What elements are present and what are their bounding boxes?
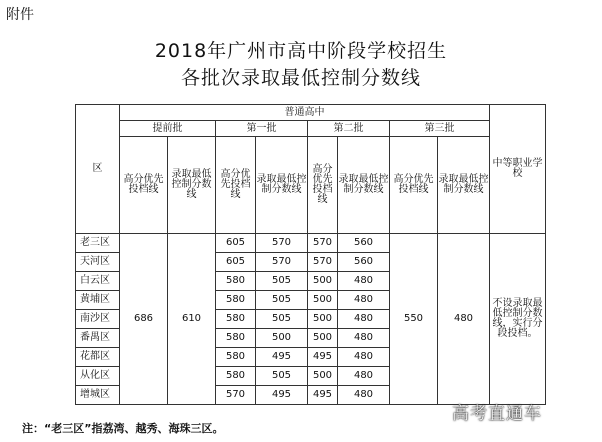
third-batch-min: 480 bbox=[438, 234, 490, 405]
district-cell: 白云区 bbox=[76, 272, 120, 291]
sub-header-min: 录取最低控制分数线 bbox=[168, 137, 216, 234]
first-batch-min: 500 bbox=[256, 329, 308, 348]
first-batch-high: 580 bbox=[216, 272, 256, 291]
general-high-header: 普通高中 bbox=[120, 105, 490, 121]
second-batch-min: 480 bbox=[338, 329, 390, 348]
second-batch-high: 495 bbox=[308, 348, 338, 367]
first-batch-high: 580 bbox=[216, 291, 256, 310]
second-batch-min: 560 bbox=[338, 253, 390, 272]
district-cell: 天河区 bbox=[76, 253, 120, 272]
district-cell: 老三区 bbox=[76, 234, 120, 253]
second-batch-min: 480 bbox=[338, 272, 390, 291]
batch-header-first: 第一批 bbox=[216, 121, 308, 137]
early-batch-high: 686 bbox=[120, 234, 168, 405]
district-header: 区 bbox=[76, 105, 120, 234]
early-batch-min: 610 bbox=[168, 234, 216, 405]
second-batch-min: 480 bbox=[338, 310, 390, 329]
batch-header-second: 第二批 bbox=[308, 121, 390, 137]
first-batch-high: 580 bbox=[216, 348, 256, 367]
first-batch-high: 605 bbox=[216, 234, 256, 253]
third-batch-high: 550 bbox=[390, 234, 438, 405]
first-batch-min: 495 bbox=[256, 386, 308, 405]
sub-header-high: 高分优先投档线 bbox=[216, 137, 256, 234]
title-line-2: 各批次录取最低控制分数线 bbox=[180, 67, 421, 89]
second-batch-high: 500 bbox=[308, 291, 338, 310]
vocational-note: 不设录取最低控制分数线，实行分段投档。 bbox=[490, 234, 546, 405]
attachment-label: 附件 bbox=[6, 7, 34, 23]
title-line-1: 2018年广州市高中阶段学校招生 bbox=[154, 40, 448, 62]
district-cell: 黄埔区 bbox=[76, 291, 120, 310]
vocational-header: 中等职业学校 bbox=[490, 105, 546, 234]
first-batch-min: 570 bbox=[256, 234, 308, 253]
second-batch-min: 480 bbox=[338, 348, 390, 367]
first-batch-high: 605 bbox=[216, 253, 256, 272]
district-cell: 番禺区 bbox=[76, 329, 120, 348]
second-batch-high: 500 bbox=[308, 367, 338, 386]
batch-header-third: 第三批 bbox=[390, 121, 490, 137]
sub-header-high: 高分优先投档线 bbox=[120, 137, 168, 234]
first-batch-min: 570 bbox=[256, 253, 308, 272]
first-batch-high: 580 bbox=[216, 329, 256, 348]
batch-header-early: 提前批 bbox=[120, 121, 216, 137]
district-cell: 花都区 bbox=[76, 348, 120, 367]
first-batch-min: 505 bbox=[256, 367, 308, 386]
first-batch-min: 495 bbox=[256, 348, 308, 367]
second-batch-min: 480 bbox=[338, 367, 390, 386]
second-batch-min: 560 bbox=[338, 234, 390, 253]
second-batch-high: 500 bbox=[308, 310, 338, 329]
first-batch-min: 505 bbox=[256, 291, 308, 310]
table-row bbox=[76, 234, 546, 253]
footnote: 注：“老三区”指荔湾、越秀、海珠三区。 bbox=[22, 422, 224, 435]
second-batch-high: 495 bbox=[308, 386, 338, 405]
district-cell: 从化区 bbox=[76, 367, 120, 386]
first-batch-high: 580 bbox=[216, 310, 256, 329]
second-batch-high: 570 bbox=[308, 234, 338, 253]
district-cell: 增城区 bbox=[76, 386, 120, 405]
second-batch-min: 480 bbox=[338, 386, 390, 405]
second-batch-high: 500 bbox=[308, 272, 338, 291]
sub-header-min: 录取最低控制分数线 bbox=[338, 137, 390, 234]
sub-header-high: 高分优先投档线 bbox=[308, 137, 338, 234]
second-batch-min: 480 bbox=[338, 291, 390, 310]
sub-header-high: 高分优先投档线 bbox=[390, 137, 438, 234]
district-cell: 南沙区 bbox=[76, 310, 120, 329]
score-table bbox=[75, 104, 546, 405]
second-batch-high: 570 bbox=[308, 253, 338, 272]
first-batch-min: 505 bbox=[256, 310, 308, 329]
second-batch-high: 500 bbox=[308, 329, 338, 348]
sub-header-min: 录取最低控制分数线 bbox=[438, 137, 490, 234]
first-batch-high: 570 bbox=[216, 386, 256, 405]
first-batch-high: 580 bbox=[216, 367, 256, 386]
sub-header-min: 录取最低控制分数线 bbox=[256, 137, 308, 234]
first-batch-min: 505 bbox=[256, 272, 308, 291]
watermark: 高考直通车 bbox=[452, 404, 542, 424]
